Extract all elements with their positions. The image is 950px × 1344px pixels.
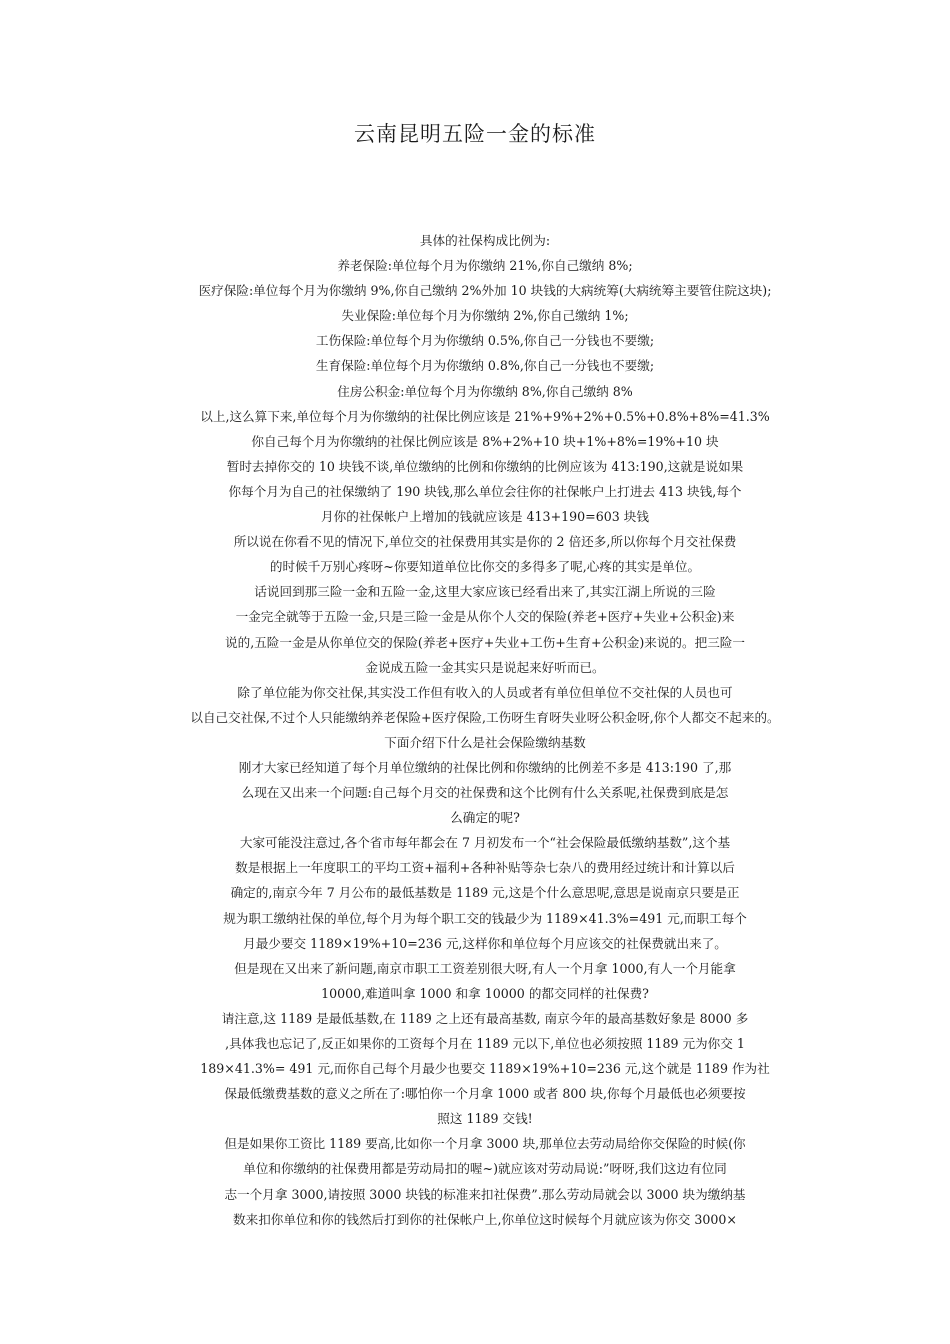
text-line: 189×41.3%= 491 元,而你自己每个月最少也要交 1189×19%+10=236 元,这个就是 1189 作为社 xyxy=(200,1061,770,1077)
text-line: 养老保险:单位每个月为你缴纳 21%,你自己缴纳 8%; xyxy=(337,258,633,274)
text-line: 么现在又出来一个问题:自己每个月交的社保费和这个比例有什么关系呢,社保费到底是怎 xyxy=(241,785,729,801)
text-line: 确定的,南京今年 7 月公布的最低基数是 1189 元,这是个什么意思呢,意思是说南京只要是正 xyxy=(230,885,740,901)
document-title: 云南昆明五险一金的标准 xyxy=(354,122,596,146)
text-line: 但是现在又出来了新问题,南京市职工工资差别很大呀,有人一个月拿 1000,有人一个月能拿 xyxy=(234,960,736,976)
text-line: 医疗保险:单位每个月为你缴纳 9%,你自己缴纳 2%外加 10 块钱的大病统筹(大病统筹主要管住院这块); xyxy=(198,283,772,299)
text-line: ,具体我也忘记了,反正如果你的工资每个月在 1189 元以下,单位也必须按照 1189 元为你交 1 xyxy=(225,1036,745,1051)
text-line: 所以说在你看不见的情况下,单位交的社保费用其实是你的 2 倍还多,所以你每个月交社保费 xyxy=(233,534,737,550)
text-line: 具体的社保构成比例为: xyxy=(419,233,551,248)
text-line: 的时候千万别心疼呀~你要知道单位比你交的多得多了呢,心疼的其实是单位。 xyxy=(269,559,701,575)
text-line: 以自己交社保,不过个人只能缴纳养老保险+医疗保险,工伤呀生育呀失业呀公积金呀,你个人都交不起来的。 xyxy=(190,709,780,725)
text-line: 月最少要交 1189×19%+10=236 元,这样你和单位每个月应该交的社保费就出来了。 xyxy=(243,935,727,951)
text-line: 大家可能没注意过,各个省市每年都会在 7 月初发布一个“社会保险最低缴纳基数”,这个基 xyxy=(239,835,731,851)
text-line: 么确定的呢? xyxy=(450,810,520,826)
text-line: 但是如果你工资比 1189 要高,比如你一个月拿 3000 块,那单位去劳动局给你交保险的时候(你 xyxy=(224,1136,746,1152)
text-line: 请注意,这 1189 是最低基数,在 1189 之上还有最高基数, 南京今年的最高基数好象是 8000 多 xyxy=(221,1010,749,1026)
text-line: 暂时去掉你交的 10 块钱不谈,单位缴纳的比例和你缴纳的比例应该为 413:190,这就是说如果 xyxy=(226,458,744,474)
text-line: 你每个月为自己的社保缴纳了 190 块钱,那么单位会往你的社保帐户上打进去 413 块钱,每个 xyxy=(228,483,742,499)
text-line: 刚才大家已经知道了每个月单位缴纳的社保比例和你缴纳的比例差不多是 413:190 了,那 xyxy=(238,759,732,775)
text-line: 照这 1189 交钱! xyxy=(437,1111,533,1127)
text-line: 下面介绍下什么是社会保险缴纳基数 xyxy=(384,734,586,750)
text-line: 你自己每个月为你缴纳的社保比例应该是 8%+2%+10 块+1%+8%=19%+10 块 xyxy=(251,433,719,449)
text-line: 以上,这么算下来,单位每个月为你缴纳的社保比例应该是 21%+9%+2%+0.5%+0.8%+8%=41.3% xyxy=(200,408,770,424)
text-line: 单位和你缴纳的社保费用都是劳动局扣的喔~)就应该对劳动局说:”呀呀,我们这边有位同 xyxy=(243,1161,727,1177)
text-line: 金说成五险一金其实只是说起来好听而已。 xyxy=(365,659,605,675)
text-line: 工伤保险:单位每个月为你缴纳 0.5%,你自己一分钱也不要缴; xyxy=(315,333,655,349)
text-line: 数是根据上一年度职工的平均工资+福利+各种补贴等杂七杂八的费用经过统计和计算以后 xyxy=(235,860,735,876)
text-line: 住房公积金:单位每个月为你缴纳 8%,你自己缴纳 8% xyxy=(337,383,633,399)
text-line: 志一个月拿 3000,请按照 3000 块钱的标准来扣社保费”.那么劳动局就会以 3000 块为缴纳基 xyxy=(224,1186,746,1202)
text-line: 生育保险:单位每个月为你缴纳 0.8%,你自己一分钱也不要缴; xyxy=(315,358,655,374)
text-line: 说的,五险一金是从你单位交的保险(养老+医疗+失业+工伤+生育+公积金)来说的。把三险一 xyxy=(225,634,745,650)
text-line: 一金完全就等于五险一金,只是三险一金是从你个人交的保险(养老+医疗+失业+公积金)来 xyxy=(235,609,735,625)
text-line: 失业保险:单位每个月为你缴纳 2%,你自己缴纳 1%; xyxy=(341,308,629,324)
text-line: 除了单位能为你交社保,其实没工作但有收入的人员或者有单位但单位不交社保的人员也可 xyxy=(237,684,733,700)
text-line: 话说回到那三险一金和五险一金,这里大家应该已经看出来了,其实江湖上所说的三险 xyxy=(254,584,716,600)
text-line: 保最低缴费基数的意义之所在了:哪怕你一个月拿 1000 或者 800 块,你每个月最低也必须要按 xyxy=(224,1086,746,1102)
document-body xyxy=(120,228,850,1232)
text-line: 规为职工缴纳社保的单位,每个月为每个职工交的钱最少为 1189×41.3%=491 元,而职工每个 xyxy=(223,910,747,926)
text-line: 10000,难道叫拿 1000 和拿 10000 的都交同样的社保费? xyxy=(321,985,649,1001)
text-line: 数来扣你单位和你的钱然后打到你的社保帐户上,你单位这时候每个月就应该为你交 3000× xyxy=(233,1211,737,1227)
text-line: 月你的社保帐户上增加的钱就应该是 413+190=603 块钱 xyxy=(321,509,649,525)
